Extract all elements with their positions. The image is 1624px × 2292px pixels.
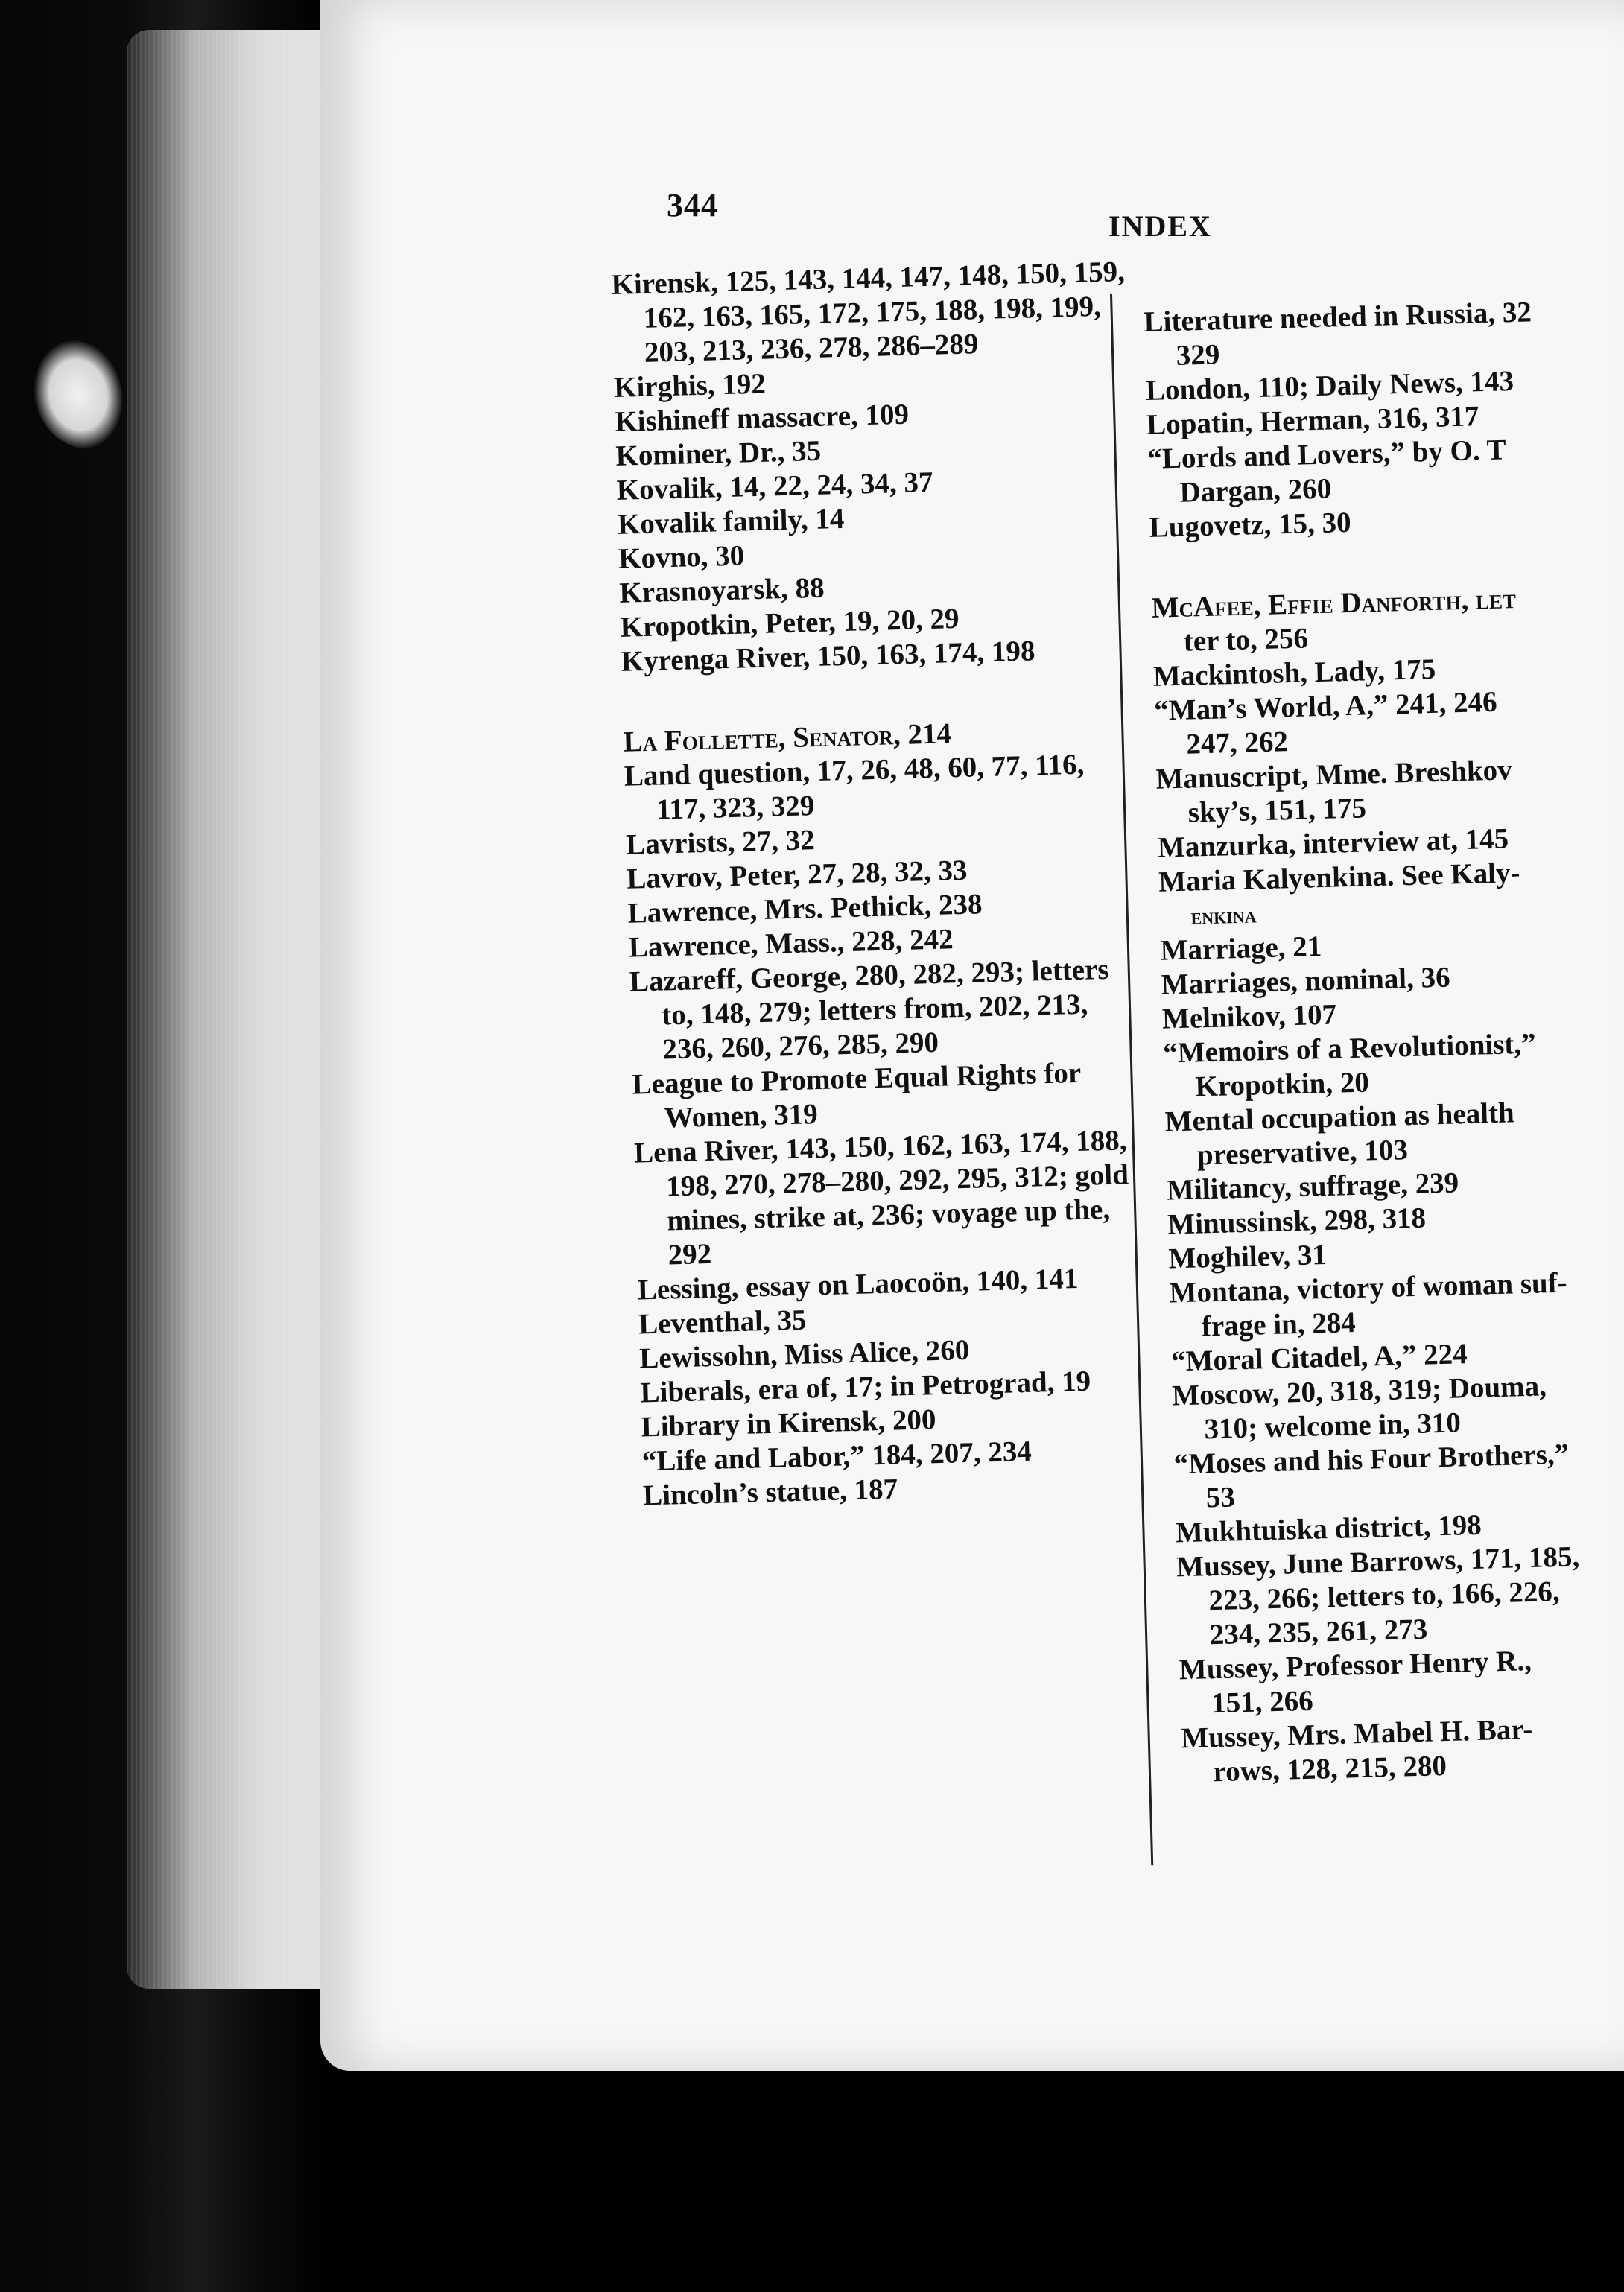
index-entry: McAfee, Effie Danforth, let [1151, 582, 1517, 624]
index-entry: Kishineff massacre, 109 [614, 398, 910, 438]
index-entry-continued: 234, 235, 261, 273 [1209, 1613, 1428, 1651]
index-entry: League to Promote Equal Rights for Women, 319 [632, 1056, 1082, 1134]
index-entry: La Follette, Senator, 214 [623, 717, 952, 758]
index-entry: Mussey, Professor Henry R., [1179, 1644, 1532, 1686]
index-entry-continued: frage in, 284 [1201, 1307, 1357, 1343]
index-entry: Lessing, essay on Laocoön, 140, 141 [637, 1263, 1079, 1307]
index-entry-continued: 53 [1205, 1481, 1236, 1514]
page-number: 344 [667, 187, 718, 223]
index-entry-continued: 247, 262 [1185, 726, 1289, 761]
index-entry: Lawrence, Mass., 228, 242 [628, 923, 954, 964]
index-entry: Kovno, 30 [618, 539, 745, 575]
index-column-right [1144, 292, 1624, 1791]
index-entry: Kominer, Dr., 35 [615, 434, 822, 472]
index-entry: Moscow, 20, 318, 319; Douma, [1171, 1370, 1547, 1412]
index-entry-continued: 223, 266; letters to, 166, 226, [1208, 1575, 1561, 1617]
index-entry: Lazareff, George, 280, 282, 293; letters to, 148, 279; letters from, 202, 213, 236, 260, 276, 285, 290 [629, 953, 1110, 1066]
index-entry-continued: sky’s, 151, 175 [1187, 792, 1367, 829]
index-entry: Lawrence, Mrs. Pethick, 238 [627, 888, 983, 930]
index-entry: Maria Kalyenkina. See Kaly- [1158, 857, 1520, 898]
index-entry: Marriage, 21 [1160, 930, 1322, 967]
index-entry: Moghilev, 31 [1167, 1239, 1328, 1275]
index-entry: Kirghis, 192 [613, 367, 767, 404]
index-entry-continued: 329 [1176, 338, 1220, 372]
index-entry: Mussey, June Barrows, 171, 185, [1176, 1540, 1580, 1584]
index-entry: Library in Kirensk, 200 [641, 1403, 936, 1444]
index-entry-continued: Dargan, 260 [1179, 472, 1332, 509]
index-entry: Kirensk, 125, 143, 144, 147, 148, 150, 159, 162, 163, 165, 172, 175, 188, 198, 199, 203, 213, 236, 278, 286–289 [611, 255, 1126, 369]
index-entry: “Lords and Lovers,” by O. T [1146, 434, 1507, 475]
index-entry: Lavrov, Peter, 27, 28, 32, 33 [626, 854, 968, 895]
index-entry: Lincoln’s statue, 187 [642, 1473, 898, 1512]
index-entry: Mackintosh, Lady, 175 [1152, 653, 1436, 693]
index-entry: Kovalik, 14, 22, 24, 34, 37 [616, 466, 933, 507]
index-entry-continued: 310; welcome in, 310 [1203, 1406, 1462, 1446]
index-entry: “Life and Labor,” 184, 207, 234 [641, 1435, 1033, 1478]
index-entry: “Moral Citadel, A,” 224 [1170, 1338, 1468, 1378]
index-entry: Minussinsk, 298, 318 [1167, 1201, 1427, 1241]
index-entry: Marriages, nominal, 36 [1161, 961, 1451, 1001]
index-entry: “Memoirs of a Revolutionist,” [1162, 1027, 1537, 1070]
index-entry-continued: preservative, 103 [1196, 1134, 1409, 1172]
index-entry: Kovalik family, 14 [617, 502, 845, 541]
index-entry: “Man’s World, A,” 241, 246 [1153, 685, 1498, 727]
book-page-edges [127, 30, 350, 1989]
index-entry-continued: Kropotkin, 20 [1194, 1066, 1370, 1103]
index-entry: London, 110; Daily News, 143 [1145, 365, 1514, 407]
running-head: INDEX [1108, 209, 1212, 243]
index-entry: “Moses and his Four Brothers,” [1173, 1438, 1570, 1481]
index-entry: Lena River, 143, 150, 162, 163, 174, 188, 198, 270, 278–280, 292, 295, 312; gold mines, strike at, 236; voyage up the, 292 [633, 1124, 1129, 1272]
index-entry: Lopatin, Herman, 316, 317 [1146, 400, 1479, 441]
index-entry: Mental occupation as health [1164, 1096, 1515, 1138]
index-entry: Militancy, suffrage, 239 [1166, 1166, 1459, 1207]
index-entry-continued: enkina [1190, 901, 1257, 930]
index-entry-continued: rows, 128, 215, 280 [1213, 1750, 1447, 1788]
index-entry: Melnikov, 107 [1161, 998, 1337, 1035]
index-entry: Land question, 17, 26, 48, 60, 77, 116, 117, 323, 329 [624, 748, 1085, 826]
index-entry: Lugovetz, 15, 30 [1149, 506, 1352, 544]
index-entry: Manzurka, interview at, 145 [1157, 822, 1509, 864]
index-entry: Montana, victory of woman suf- [1169, 1266, 1568, 1310]
index-entry: Manuscript, Mme. Breshkov [1155, 754, 1513, 796]
index-entry-continued: ter to, 256 [1183, 622, 1309, 658]
index-entry: Lewissohn, Miss Alice, 260 [638, 1333, 970, 1375]
index-entry: Literature needed in Russia, 32 [1144, 296, 1532, 338]
index-entry: Kyrenga River, 150, 163, 174, 198 [621, 635, 1035, 678]
index-entry: Krasnoyarsk, 88 [618, 571, 825, 609]
index-entry: Mussey, Mrs. Mabel H. Bar- [1180, 1712, 1533, 1755]
index-entry: Kropotkin, Peter, 19, 20, 29 [620, 602, 960, 644]
index-entry: Leventhal, 35 [638, 1304, 807, 1341]
index-entry: Mukhtuiska district, 198 [1175, 1508, 1482, 1549]
index-column-left [611, 255, 1158, 1513]
index-entry: Liberals, era of, 17; in Petrograd, 19 [639, 1365, 1091, 1409]
index-entry-continued: 151, 266 [1211, 1684, 1314, 1720]
index-entry: Lavrists, 27, 32 [625, 824, 816, 861]
